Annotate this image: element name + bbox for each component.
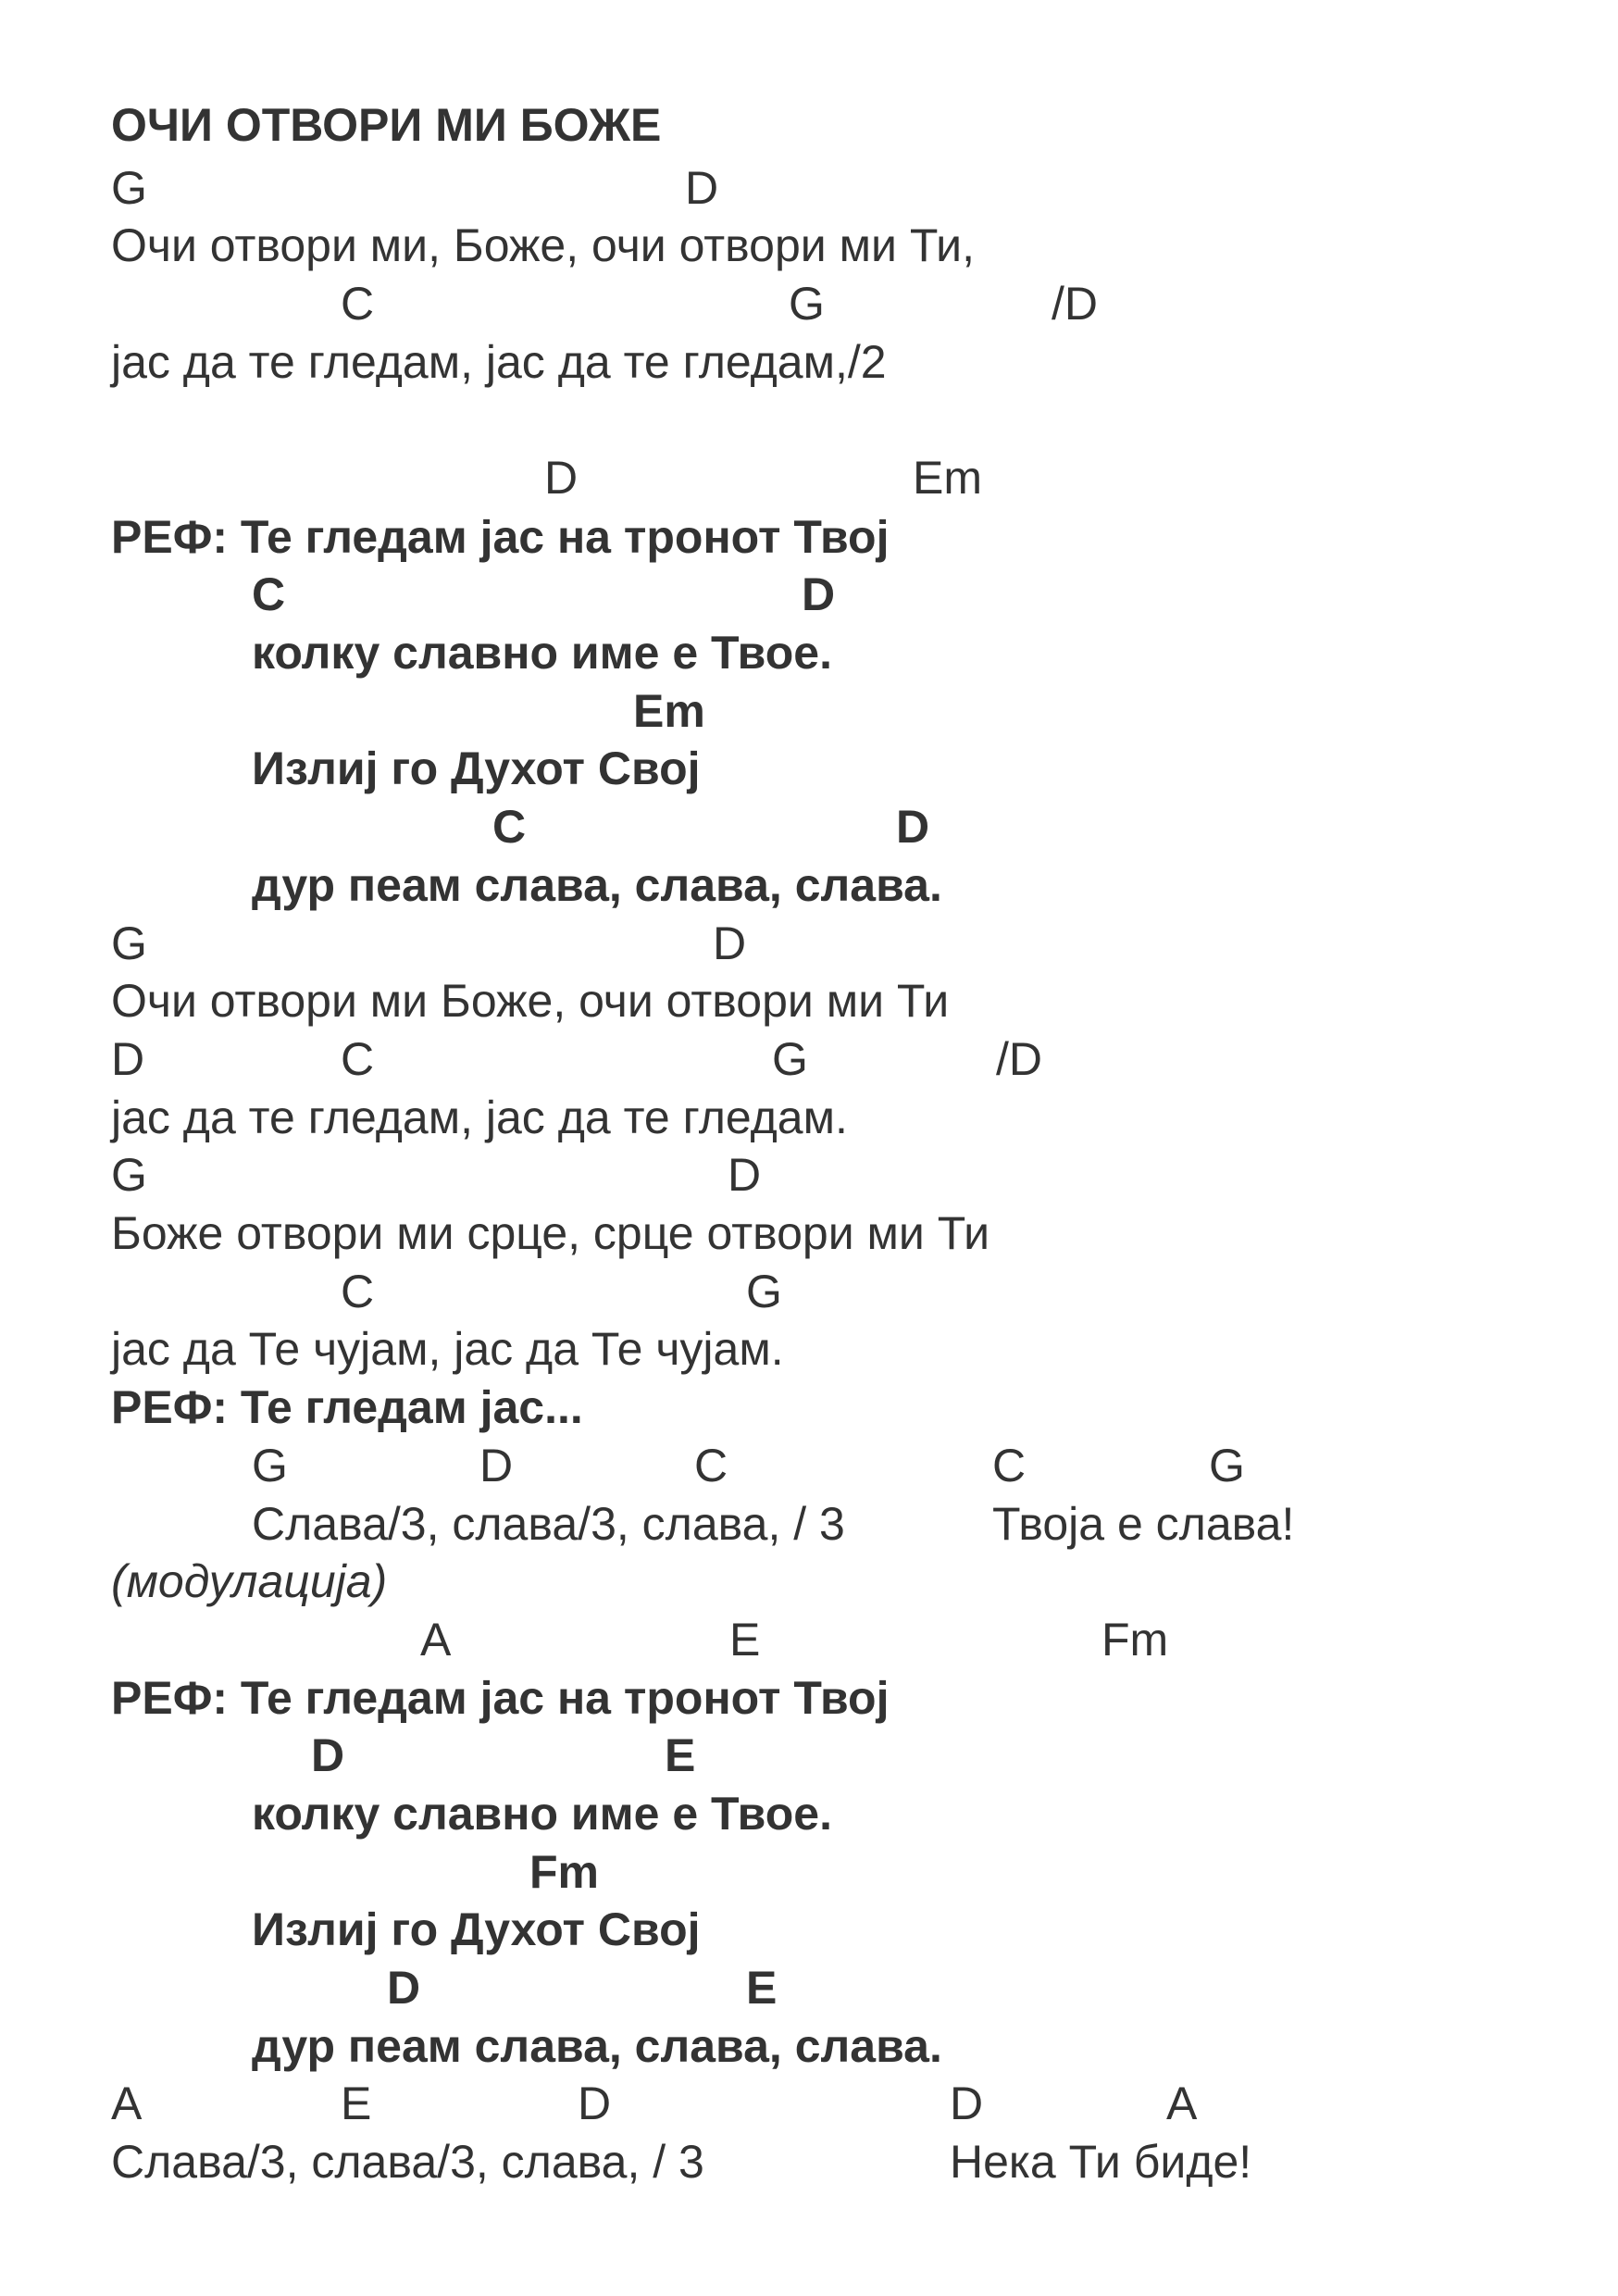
chord: C — [341, 1033, 375, 1085]
line-text: Очи отвори ми Боже, очи отвори ми Ти — [111, 975, 950, 1027]
chord: E — [341, 2078, 372, 2129]
chord: D — [713, 917, 747, 969]
line-text: Боже отвори ми срце, срце отвори ми Ти — [111, 1207, 990, 1259]
line-text: Слава/3, слава/3, слава, / 3 — [111, 2136, 704, 2188]
chord: E — [729, 1614, 761, 1666]
chord: A — [111, 2078, 143, 2129]
chord: C — [341, 1266, 375, 1317]
chord: G — [746, 1266, 782, 1317]
chord: C — [992, 1440, 1027, 1491]
line-text: (модулација) — [111, 1555, 388, 1607]
chord: Fm — [1101, 1614, 1169, 1666]
chord: D — [802, 568, 836, 620]
chord: G — [111, 162, 147, 214]
chord: D — [387, 1962, 421, 2014]
line-text: јас да Те чујам, јас да Те чујам. — [111, 1323, 784, 1375]
line-text: јас да те гледам, јас да те гледам,/2 — [111, 336, 887, 388]
chord: C — [492, 801, 527, 853]
chord: G — [772, 1033, 808, 1085]
line-text: дур пеам слава, слава, слава. — [252, 859, 942, 911]
title-text: ОЧИ ОТВОРИ МИ БОЖЕ — [111, 99, 662, 151]
chord: D — [311, 1729, 345, 1781]
chord: /D — [996, 1033, 1042, 1085]
line-text: Слава/3, слава/3, слава, / 3 — [252, 1498, 845, 1550]
chord: C — [694, 1440, 728, 1491]
chord: A — [420, 1614, 452, 1666]
line-text: јас да те гледам, јас да те гледам. — [111, 1092, 848, 1143]
chord: D — [578, 2078, 612, 2129]
chord: C — [341, 278, 375, 330]
line-text: Излиј го Духот Свој — [252, 742, 701, 794]
chord: D — [685, 162, 719, 214]
chord: G — [111, 1149, 147, 1201]
chord: G — [111, 917, 147, 969]
chord: Fm — [529, 1846, 599, 1898]
chord: G — [252, 1440, 288, 1491]
chord: D — [479, 1440, 514, 1491]
chord: D — [728, 1149, 762, 1201]
chord: E — [746, 1962, 778, 2014]
line-text: РЕФ: Те гледам јас... — [111, 1381, 583, 1433]
chord: A — [1166, 2078, 1198, 2129]
chord: G — [789, 278, 825, 330]
line-text: РЕФ: Те гледам јас на тронот Твој — [111, 1672, 890, 1724]
chord: /D — [1052, 278, 1098, 330]
line-text: дур пеам слава, слава, слава. — [252, 2020, 942, 2072]
chord: G — [1209, 1440, 1245, 1491]
line-text: Нека Ти биде! — [950, 2136, 1252, 2188]
line-text: Твоја е слава! — [992, 1498, 1295, 1550]
chord: D — [896, 801, 930, 853]
chord: C — [252, 568, 286, 620]
chord: D — [111, 1033, 145, 1085]
chord: Em — [913, 452, 982, 504]
chord: D — [544, 452, 579, 504]
line-text: Излиј го Духот Свој — [252, 1903, 701, 1955]
line-text: РЕФ: Те гледам јас на тронот Твој — [111, 511, 890, 563]
line-text: колку славно име е Твое. — [252, 627, 832, 679]
line-text: Очи отвори ми, Боже, очи отвори ми Ти, — [111, 219, 975, 271]
chord: D — [950, 2078, 984, 2129]
chord: Em — [633, 685, 705, 737]
line-text: колку славно име е Твое. — [252, 1788, 832, 1840]
chord: E — [665, 1729, 696, 1781]
